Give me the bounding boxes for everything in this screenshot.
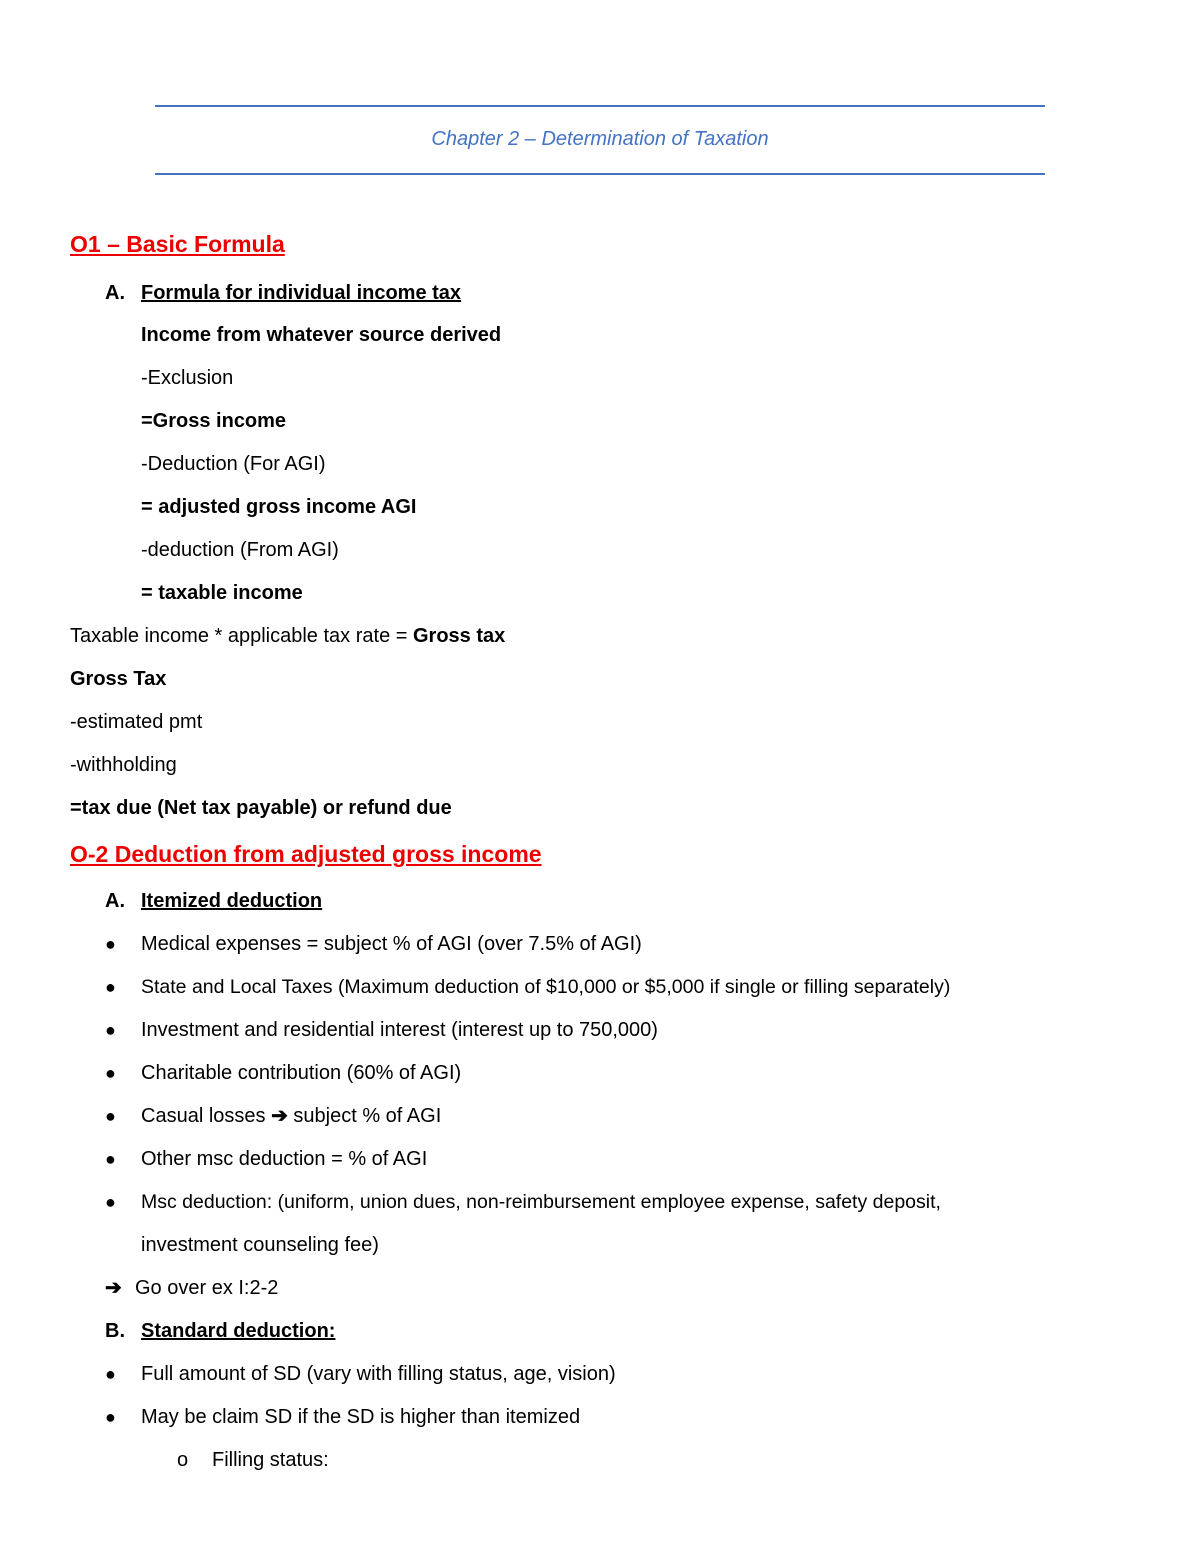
formula-line: -deduction (From AGI) <box>141 539 339 561</box>
list-item-text: Casual losses <box>141 1105 266 1127</box>
list-item: May be claim SD if the SD is higher than itemized <box>141 1406 581 1428</box>
sub-bullet-icon: o <box>177 1449 189 1471</box>
estimated-pmt-line: -estimated pmt <box>70 711 203 733</box>
list-item: Other msc deduction = % of AGI <box>141 1148 428 1170</box>
header-rule-bottom <box>155 173 1045 175</box>
list-item: Investment and residential interest (interest up to 750,000) <box>141 1019 658 1041</box>
arrow-note: Go over ex I:2-2 <box>135 1277 279 1299</box>
gross-tax-equation <box>70 623 505 649</box>
bullet-icon: ● <box>105 934 116 954</box>
section-heading-deduction: O-2 Deduction from adjusted gross income <box>70 841 542 867</box>
list-item: Medical expenses = subject % of AGI (over 7.5% of AGI) <box>141 933 642 955</box>
formula-line: Income from whatever source derived <box>141 324 502 346</box>
subheading-itemized: Itemized deduction <box>141 890 323 912</box>
formula-line: -Exclusion <box>141 367 234 389</box>
bullet-icon: ● <box>105 1192 116 1212</box>
list-item: Msc deduction: (uniform, union dues, non-reimbursement employee expense, safety deposit, <box>141 1191 941 1213</box>
list-marker-a: A. <box>105 282 125 304</box>
subheading-standard: Standard deduction: <box>141 1320 336 1342</box>
list-marker-a: A. <box>105 890 125 912</box>
list-item: State and Local Taxes (Maximum deduction of $10,000 or $5,000 if single or filling separately) <box>141 976 951 998</box>
list-item-text: subject % of AGI <box>293 1105 442 1127</box>
subheading-formula: Formula for individual income tax <box>141 282 462 304</box>
sub-list-item: Filling status: <box>212 1449 329 1471</box>
section-heading-basic-formula: O1 – Basic Formula <box>70 231 285 257</box>
formula-line: = adjusted gross income AGI <box>141 496 417 518</box>
bullet-icon: ● <box>105 1063 116 1083</box>
withholding-line: -withholding <box>70 754 177 776</box>
formula-line: = taxable income <box>141 582 303 604</box>
bullet-icon: ● <box>105 1364 116 1384</box>
gross-tax-term: Gross tax <box>412 625 506 647</box>
arrow-right-icon: ➔ <box>105 1277 122 1299</box>
bullet-icon: ● <box>105 1020 116 1040</box>
chapter-title: Chapter 2 – Determination of Taxation <box>431 128 769 150</box>
formula-line: -Deduction (For AGI) <box>141 453 326 475</box>
bullet-icon: ● <box>105 977 116 997</box>
header-rule-top <box>155 105 1045 107</box>
bullet-icon: ● <box>105 1106 116 1126</box>
gross-tax-label: Gross Tax <box>70 668 167 690</box>
list-item: Full amount of SD (vary with filling status, age, vision) <box>141 1363 616 1385</box>
formula-line: =Gross income <box>141 410 287 432</box>
list-item <box>141 1103 441 1129</box>
bullet-icon: ● <box>105 1149 116 1169</box>
list-item: Charitable contribution (60% of AGI) <box>141 1062 462 1084</box>
bullet-icon: ● <box>105 1407 116 1427</box>
tax-due-line: =tax due (Net tax payable) or refund due <box>70 797 452 819</box>
list-marker-b: B. <box>105 1320 125 1342</box>
gross-tax-equation-text: Taxable income * applicable tax rate = <box>70 625 413 647</box>
arrow-right-icon: ➔ <box>271 1105 288 1127</box>
list-item-continuation: investment counseling fee) <box>141 1234 379 1256</box>
